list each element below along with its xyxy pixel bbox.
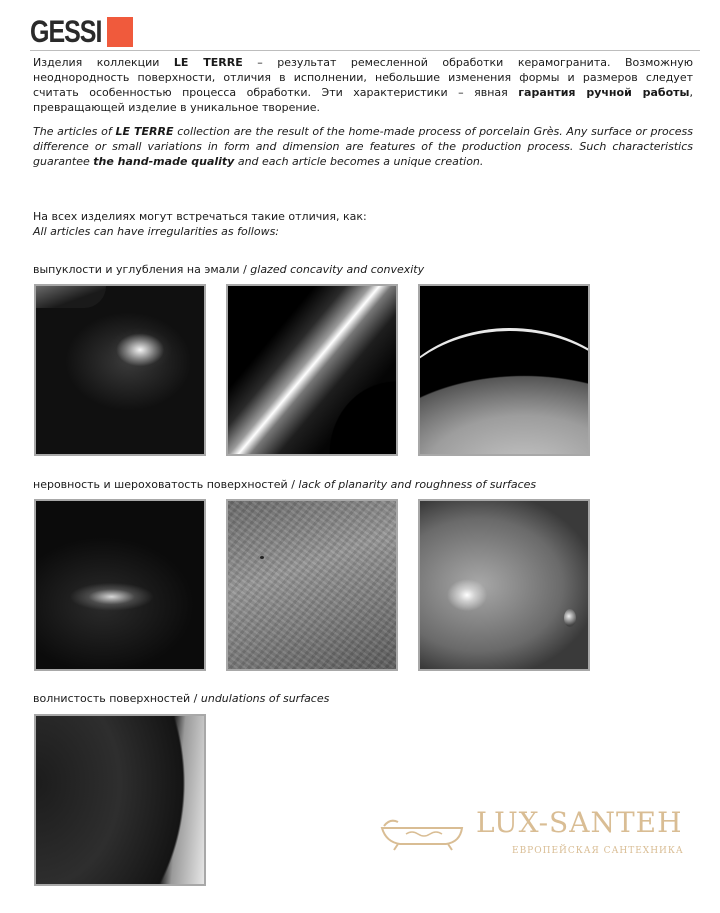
description-en: The articles of LE TERRE collection are the result of the home-made process of porcelain Grès. Any surface or process difference or small variations in form and dimension are features of the production process. Such characteristics guarantee the hand-made quality and each article becomes a unique creation. <box>33 125 694 168</box>
section-label-undulations: волнистость поверхностей / undulations of surfaces <box>33 692 330 705</box>
watermark-name: LUX-SANTEH <box>476 806 683 839</box>
wavy-surface-photo <box>34 714 206 886</box>
uneven-surface-photo <box>34 499 206 671</box>
rough-texture-photo <box>226 499 398 671</box>
curved-edge-photo <box>226 284 398 456</box>
watermark-tagline: ЕВРОПЕЙСКАЯ САНТЕХНИКА <box>512 846 684 856</box>
logo-text: GESSI <box>30 13 102 49</box>
irregularities-intro <box>33 209 367 239</box>
rim-profile-photo <box>418 284 590 456</box>
handmade-guarantee: гарантия ручной работы <box>518 86 690 99</box>
section-label-roughness: неровность и шероховатость поверхностей / lack of planarity and roughness of surfaces <box>33 478 537 491</box>
logo-square <box>107 17 133 47</box>
bathtub-icon <box>376 812 468 852</box>
intro-en: All articles can have irregularities as follows: <box>33 225 280 238</box>
description-ru: Изделия коллекции LE TERRE – результат ремесленной обработки керамогранита. Возможную неоднородность поверхности, отличия в исполнении, небольшие изменения формы и размеров следует считать особенностью процесса обработки. Эти характеристики – явная гарантия ручной работы, превращающей изделие в уникальное творение. <box>33 56 693 114</box>
glaze-highlight-photo <box>34 284 206 456</box>
gessi-logo <box>30 14 133 50</box>
intro-ru: На всех изделиях могут встречаться такие отличия, как: <box>33 210 367 223</box>
surface-spot-photo <box>418 499 590 671</box>
watermark <box>372 806 702 866</box>
section-label-concavity: выпуклости и углубления на эмали / glazed concavity and convexity <box>33 263 425 276</box>
header-divider <box>30 50 700 51</box>
handmade-quality: the hand-made quality <box>93 155 235 168</box>
collection-name: LE TERRE <box>173 56 243 69</box>
collection-name-en: LE TERRE <box>115 125 174 138</box>
